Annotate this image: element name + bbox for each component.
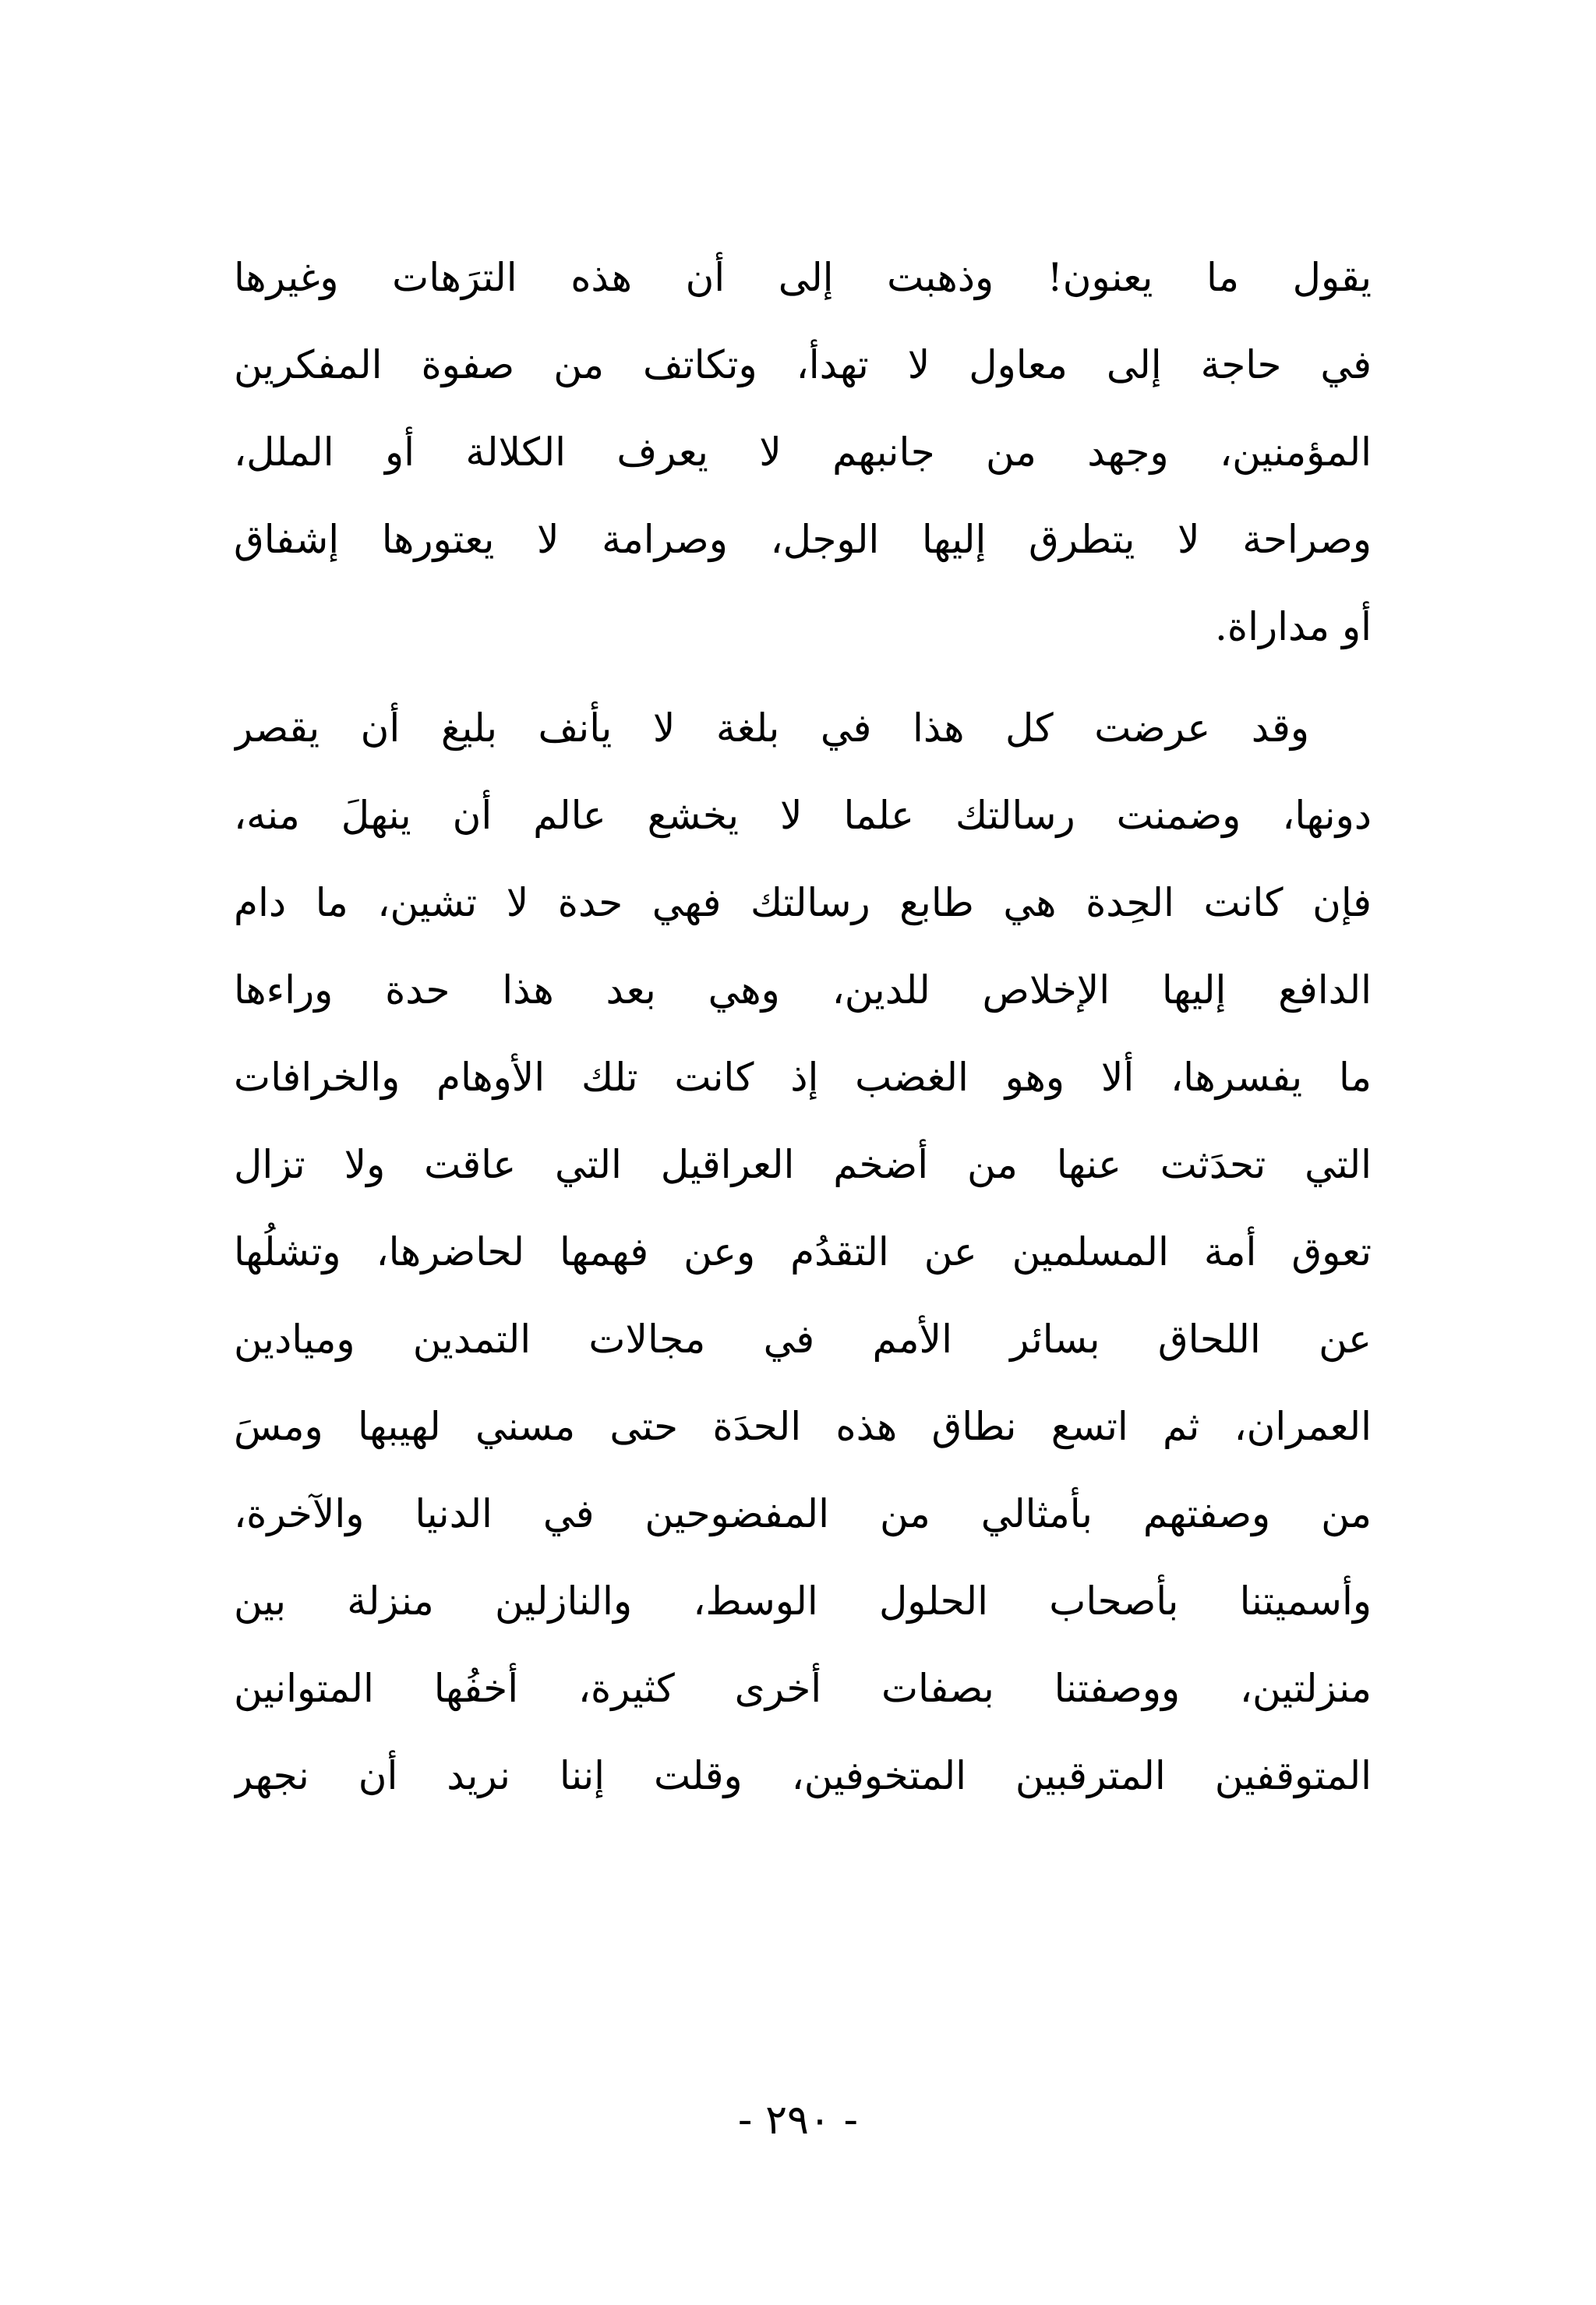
- text-line: وأسميتنا بأصحاب الحلول الوسط، والنازلين منزلة بين: [234, 1579, 1372, 1624]
- body-text: [234, 234, 1372, 1819]
- text-line: أو مداراة.: [1215, 604, 1372, 649]
- text-line: المؤمنين، وجهد من جانبهم لا يعرف الكلالة أو الملل،: [234, 430, 1372, 475]
- paragraph-gap: [234, 670, 1372, 684]
- text-line-indented: وقد عرضت كل هذا في بلغة لا يأنف بليغ أن يقصر: [234, 705, 1309, 751]
- text-line: يقول ما يعنون! وذهبت إلى أن هذه الترَهات وغيرها: [234, 255, 1372, 300]
- text-line: تعوق أمة المسلمين عن التقدُم وعن فهمها لحاضرها، وتشلُها: [234, 1229, 1372, 1274]
- text-line: التي تحدَثت عنها من أضخم العراقيل التي عاقت ولا تزال: [234, 1142, 1372, 1187]
- text-line: فإن كانت الحِدة هي طابع رسالتك فهي حدة لا تشين، ما دام: [234, 880, 1372, 925]
- text-line: وصراحة لا يتطرق إليها الوجل، وصرامة لا يعتورها إشفاق: [234, 517, 1372, 562]
- text-line: العمران، ثم اتسع نطاق هذه الحدَة حتى مسني لهيبها ومسَ: [234, 1404, 1372, 1449]
- text-line: دونها، وضمنت رسالتك علما لا يخشع عالم أن ينهلَ منه،: [234, 793, 1372, 838]
- text-line: من وصفتهم بأمثالي من المفضوحين في الدنيا والآخرة،: [234, 1491, 1372, 1536]
- text-line: ما يفسرها، ألا وهو الغضب إذ كانت تلك الأوهام والخرافات: [234, 1055, 1372, 1100]
- text-line: عن اللحاق بسائر الأمم في مجالات التمدين وميادين: [234, 1317, 1372, 1362]
- text-line: منزلتين، ووصفتنا بصفات أخرى كثيرة، أخفُها المتوانين: [234, 1666, 1372, 1711]
- page-number: - ٢٩٠ -: [737, 2097, 859, 2144]
- text-line: الدافع إليها الإخلاص للدين، وهي بعد هذا حدة وراءها: [234, 967, 1372, 1013]
- text-line: في حاجة إلى معاول لا تهدأ، وتكاتف من صفوة المفكرين: [234, 342, 1372, 387]
- text-line: المتوقفين المترقبين المتخوفين، وقلت إننا نريد أن نجهر: [234, 1753, 1372, 1798]
